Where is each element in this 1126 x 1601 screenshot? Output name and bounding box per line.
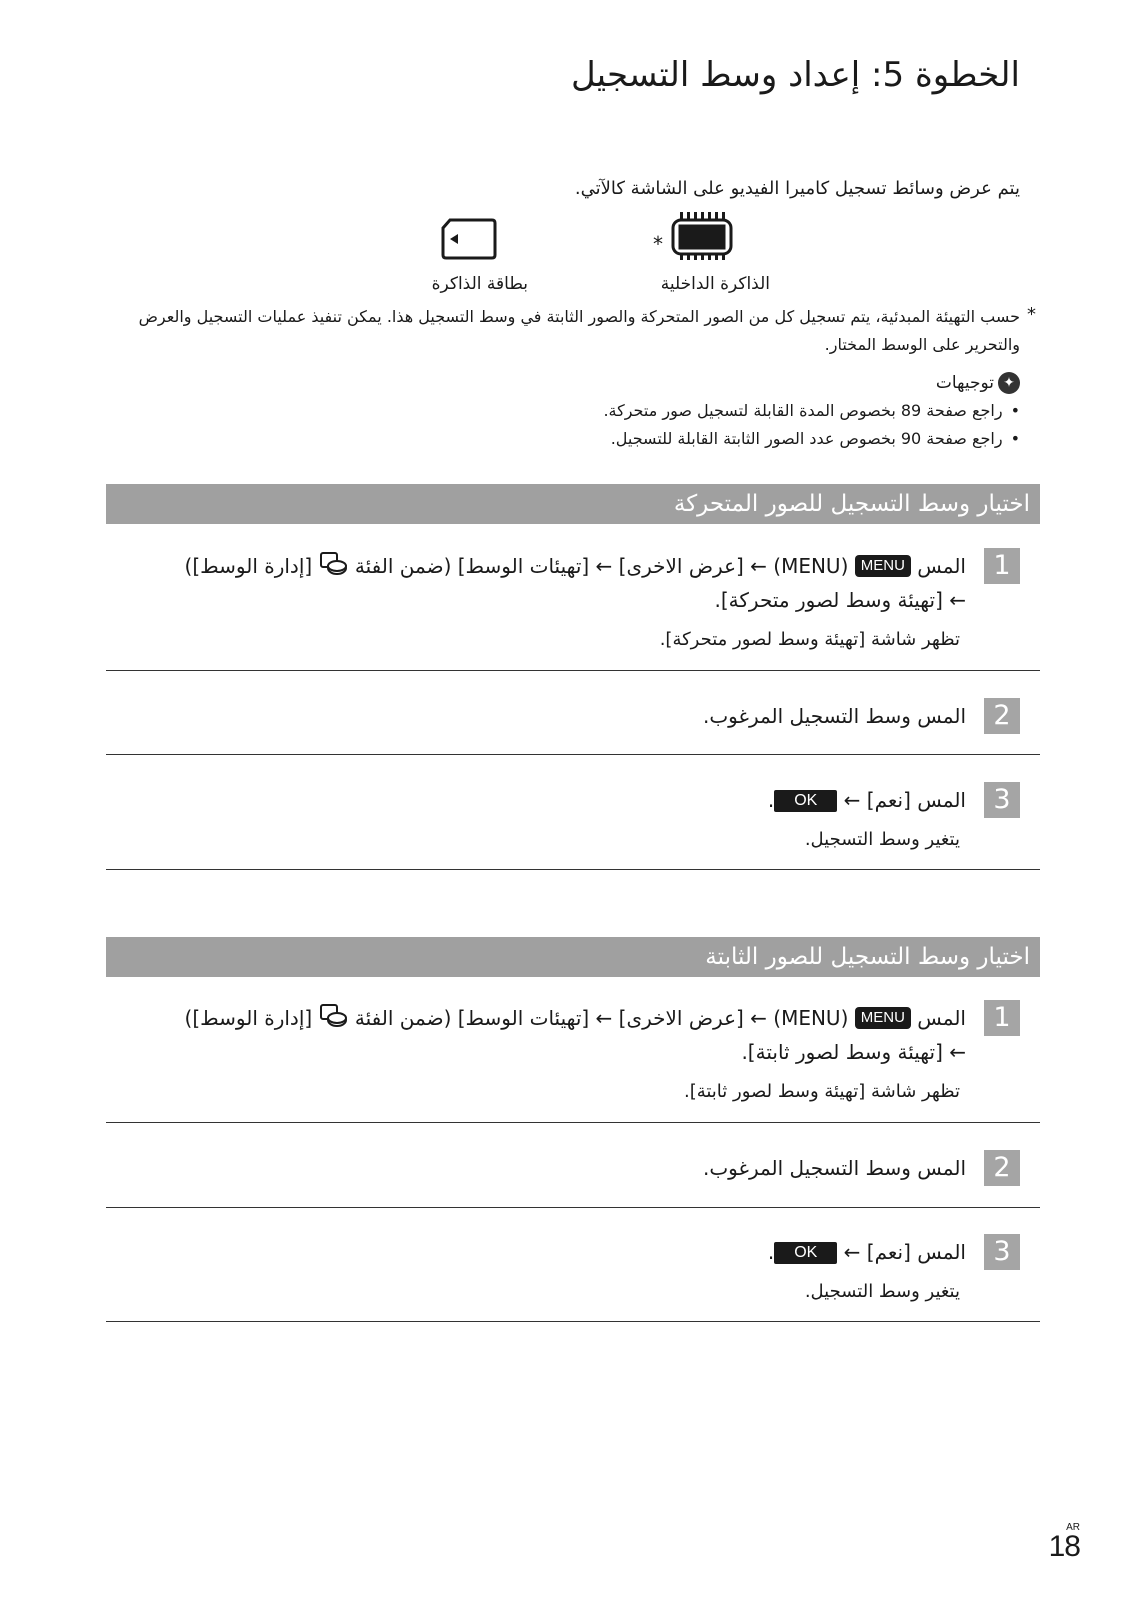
ok-button-icon: OK xyxy=(774,1242,837,1264)
step-number: 3 xyxy=(984,782,1020,818)
menu-button-icon: MENU xyxy=(855,1007,911,1029)
step-result: يتغير وسط التسجيل. xyxy=(804,1281,960,1302)
section-heading-movies xyxy=(106,484,1040,524)
step-number: 1 xyxy=(984,1000,1020,1036)
divider xyxy=(106,670,1040,671)
category-icon xyxy=(312,554,348,578)
step-result: تظهر شاشة [تهيئة وسط لصور متحركة]. xyxy=(659,629,960,650)
memory-card-icon xyxy=(440,216,498,266)
page-number: 18 xyxy=(1048,1530,1080,1563)
page-title: الخطوة 5: إعداد وسط التسجيل xyxy=(570,55,1020,95)
step-result: يتغير وسط التسجيل. xyxy=(804,829,960,850)
divider xyxy=(106,1207,1040,1208)
step-path: (MENU) ← [عرض الاخرى] ← [تهيئات الوسط] (ضمن الفئة xyxy=(354,1006,849,1030)
tip-item: • راجع صفحة 90 بخصوص عدد الصور الثابتة القابلة للتسجيل. xyxy=(611,426,1020,452)
step-period: . xyxy=(767,788,775,812)
divider xyxy=(106,1321,1040,1322)
category-icon xyxy=(312,1006,348,1030)
section-heading-label: اختيار وسط التسجيل للصور الثابتة xyxy=(705,944,1030,970)
language-code: AR xyxy=(1066,1522,1080,1533)
step-path-end: [إدارة الوسط]) xyxy=(184,1006,313,1030)
step-period: . xyxy=(767,1240,775,1264)
tips-heading xyxy=(936,370,1020,396)
step-path-end: [إدارة الوسط]) xyxy=(184,554,313,578)
divider xyxy=(106,869,1040,870)
note-text: حسب التهيئة المبدئية، يتم تسجيل كل من الصور المتحركة والصور الثابتة في وسط التسجيل هذا. يمكن تنفيذ عمليات التسجيل والعرض والتحرير على الوسط المختار. xyxy=(138,307,1020,354)
step-instruction-line2: ← [تهيئة وسط لصور متحركة]. xyxy=(714,588,966,612)
lightbulb-icon: ✦ xyxy=(998,372,1020,394)
note-star: * xyxy=(1027,304,1036,325)
internal-memory-label: الذاكرة الداخلية xyxy=(660,274,770,294)
tips-heading-label: توجيهات xyxy=(935,373,994,393)
step-instruction: المس وسط التسجيل المرغوب. xyxy=(702,704,966,728)
step-number: 2 xyxy=(984,698,1020,734)
step-touch-word: المس xyxy=(917,554,966,578)
intro-text: يتم عرض وسائط تسجيل كاميرا الفيديو على الشاشة كالآتي. xyxy=(574,178,1020,199)
internal-memory-star: * xyxy=(653,232,663,256)
section-heading-photos xyxy=(106,937,1040,977)
section-heading-label: اختيار وسط التسجيل للصور المتحركة xyxy=(673,491,1030,517)
step-instruction xyxy=(768,1236,966,1268)
menu-button-icon: MENU xyxy=(855,555,911,577)
step-instruction xyxy=(185,550,966,582)
ok-button-icon: OK xyxy=(774,790,837,812)
internal-memory-icon xyxy=(668,212,736,264)
step-number: 3 xyxy=(984,1234,1020,1270)
memory-card-label: بطاقة الذاكرة xyxy=(431,274,528,294)
step-touch-word: المس xyxy=(917,1006,966,1030)
step-number: 1 xyxy=(984,548,1020,584)
step-instruction-line2: ← [تهيئة وسط لصور ثابتة]. xyxy=(741,1040,966,1064)
step-result: تظهر شاشة [تهيئة وسط لصور ثابتة]. xyxy=(683,1081,960,1102)
step-touch-yes: المس [نعم] ← xyxy=(843,788,966,812)
step-touch-yes: المس [نعم] ← xyxy=(843,1240,966,1264)
divider xyxy=(106,1122,1040,1123)
step-number: 2 xyxy=(984,1150,1020,1186)
step-instruction xyxy=(768,784,966,816)
default-setting-note xyxy=(134,303,1036,359)
step-instruction xyxy=(185,1002,966,1034)
tip-item: • راجع صفحة 89 بخصوص المدة القابلة لتسجيل صور متحركة. xyxy=(603,398,1020,424)
step-path: (MENU) ← [عرض الاخرى] ← [تهيئات الوسط] (ضمن الفئة xyxy=(354,554,849,578)
divider xyxy=(106,754,1040,755)
step-instruction: المس وسط التسجيل المرغوب. xyxy=(702,1156,966,1180)
